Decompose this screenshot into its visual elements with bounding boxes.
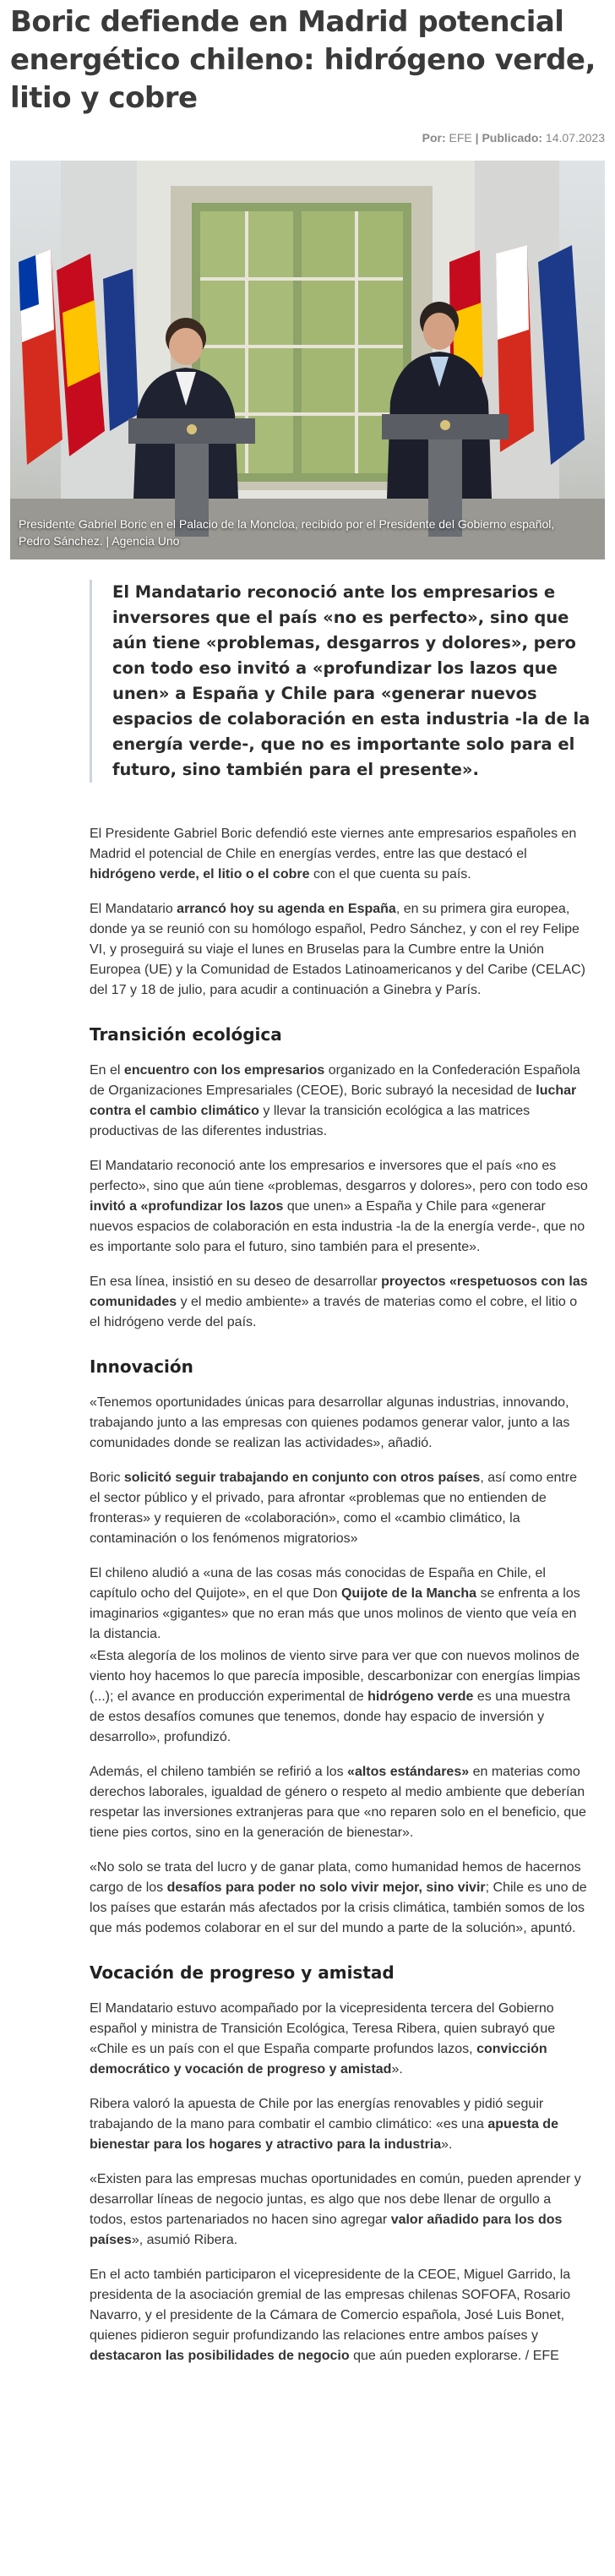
paragraph-3: En el encuentro con los empresarios organizado en la Confederación Española de Organizaciones Empresariales (CEOE), Boric subrayó la necesidad de luchar contra el cambio climático y llevar la transición ecológica a las matrices productivas de las diferentes industrias. <box>90 1063 580 1138</box>
article-title: Boric defiende en Madrid potencial energético chileno: hidrógeno verde, litio y cobre <box>10 5 596 115</box>
paragraph-4: El Mandatario reconoció ante los empresarios e inversores que el país «no es perfecto», sino que aún tiene «problemas, desgarros y dolores», pero con todo eso invitó a «profundizar los lazos que unen» a España y Chile para «generar nuevos espacios de colaboración en esta industria -la de la energía verde-, que no es importante solo para el futuro, sino también para el presente». <box>90 1159 588 1254</box>
paragraph-2: El Mandatario arrancó hoy su agenda en España, en su primera gira europea, donde ya se reunió con su homólogo español, Pedro Sánchez, y con el rey Felipe VI, y proseguirá su viaje el lunes en Bruselas para la Cumbre entre la Unión Europea (UE) y la Comunidad de Estados Latinoamericanos y del Caribe (CELAC) del 17 y 18 de julio, para acudir a continuación a Ginebra y París. <box>90 902 585 997</box>
paragraph-9: «Esta alegoría de los molinos de viento sirve para ver que con nuevos molinos de viento hoy hacemos lo que parecía imposible, descarbonizar con energías limpias (...); el avance en producción experimental de hidrógeno verde es una muestra de estos desafíos comunes que tenemos, donde hay espacio de inversión y desarrollo», profundizó. <box>90 1649 580 1744</box>
author-label: Por: <box>422 131 446 145</box>
section-heading-transicion: Transición ecológica <box>90 1024 282 1045</box>
article-photo <box>10 161 605 559</box>
byline <box>0 131 615 145</box>
paragraph-13: Ribera valoró la apuesta de Chile por las energías renovables y pidió seguir trabajando de la mano para combatir el cambio climático: «es una apuesta de bienestar para los hogares y atractivo para la industria». <box>90 2097 558 2152</box>
paragraph-14: «Existen para las empresas muchas oportunidades en común, pueden aprender y desarrollar líneas de negocio juntas, es algo que nos debe llenar de orgullo a todos, estos partenariados no hacen sino agregar valor añadido para los dos países», asumió Ribera. <box>90 2172 581 2247</box>
paragraph-12: El Mandatario estuvo acompañado por la vicepresidenta tercera del Gobierno español y ministra de Transición Ecológica, Teresa Ribera, quien subrayó que «Chile es un país con el que España comparte profundos lazos, convicción democrático y vocación de progreso y amistad». <box>90 2001 556 2077</box>
author[interactable]: EFE <box>449 131 472 145</box>
paragraph-8: El chileno aludió a «una de las cosas más conocidas de España en Chile, el capítulo ocho del Quijote», en el que Don Quijote de la Mancha se enfrenta a los imaginarios «gigantes» que no eran más que unos molinos de viento que veía en la distancia. <box>90 1566 580 1641</box>
paragraph-10: Además, el chileno también se refirió a los «altos estándares» en materias como derechos laborales, igualdad de género o respeto al medio ambiente que deberían respetar las inversiones extranjeras para que «no reparen solo en el beneficio, que tiene pies cortos, sino en la generación de bienestar». <box>90 1765 586 1840</box>
published-label: Publicado: <box>482 131 543 145</box>
photo-caption: Presidente Gabriel Boric en el Palacio de la Moncloa, recibido por el Presidente del Gobierno español, Pedro Sánchez. | Agencia Uno <box>19 517 555 548</box>
paragraph-7: Boric solicitó seguir trabajando en conjunto con otros países, así como entre el sector público y el privado, para afrontar «problemas que no entienden de fronteras» y requieren de «colaboración», como el «cambio climático, la contaminación o los fenómenos migratorios» <box>90 1471 578 1546</box>
paragraph-5: En esa línea, insistió en su deseo de desarrollar proyectos «respetuosos con las comunidades y el medio ambiente» a través de materias como el cobre, el litio o el hidrógeno verde del país. <box>90 1274 588 1329</box>
publish-date: 14.07.2023 <box>545 131 605 145</box>
paragraph-6: «Tenemos oportunidades únicas para desarrollar algunas industrias, innovando, trabajando junto a las empresas con quienes podamos generar valor, junto a las comunidades donde se realizan las actividades», añadió. <box>90 1395 570 1450</box>
byline-separator: | <box>475 131 479 145</box>
paragraph-11: «No solo se trata del lucro y de ganar plata, como humanidad hemos de hacernos cargo de los desafíos para poder no solo vivir mejor, sino vivir; Chile es uno de los países que estarán más afectados por la crisis climática, también somos de los que más podemos colaborar en el sur del mundo a parte de la solución», apuntó. <box>90 1860 587 1935</box>
section-heading-vocacion: Vocación de progreso y amistad <box>90 1962 395 1983</box>
article-body <box>90 824 588 2381</box>
section-heading-innovacion: Innovación <box>90 1356 193 1377</box>
photo-illustration <box>10 161 605 559</box>
lead-quote: El Mandatario reconoció ante los empresarios e inversores que el país «no es perfecto», sino que aún tiene «problemas, desgarros y dolores», pero con todo eso invitó a «profundizar los lazos que unen» a España y Chile para «generar nuevos espacios de colaboración en esta industria -la de la energía verde-, que no es importante solo para el futuro, sino también para el presente». <box>90 580 602 783</box>
paragraph-15: En el acto también participaron el vicepresidente de la CEOE, Miguel Garrido, la presidenta de la asociación gremial de las empresas chilenas SOFOFA, Rosario Navarro, y el presidente de la Cámara de Comercio española, José Luis Bonet, quienes pidieron seguir profundizando las relaciones entre ambos países y destacaron las posibilidades de negocio que aún pueden explorarse. / EFE <box>90 2268 571 2363</box>
paragraph-1: El Presidente Gabriel Boric defendió este viernes ante empresarios españoles en Madrid el potencial de Chile en energías verdes, entre las que destacó el hidrógeno verde, el litio o el cobre con el que cuenta su país. <box>90 827 577 881</box>
